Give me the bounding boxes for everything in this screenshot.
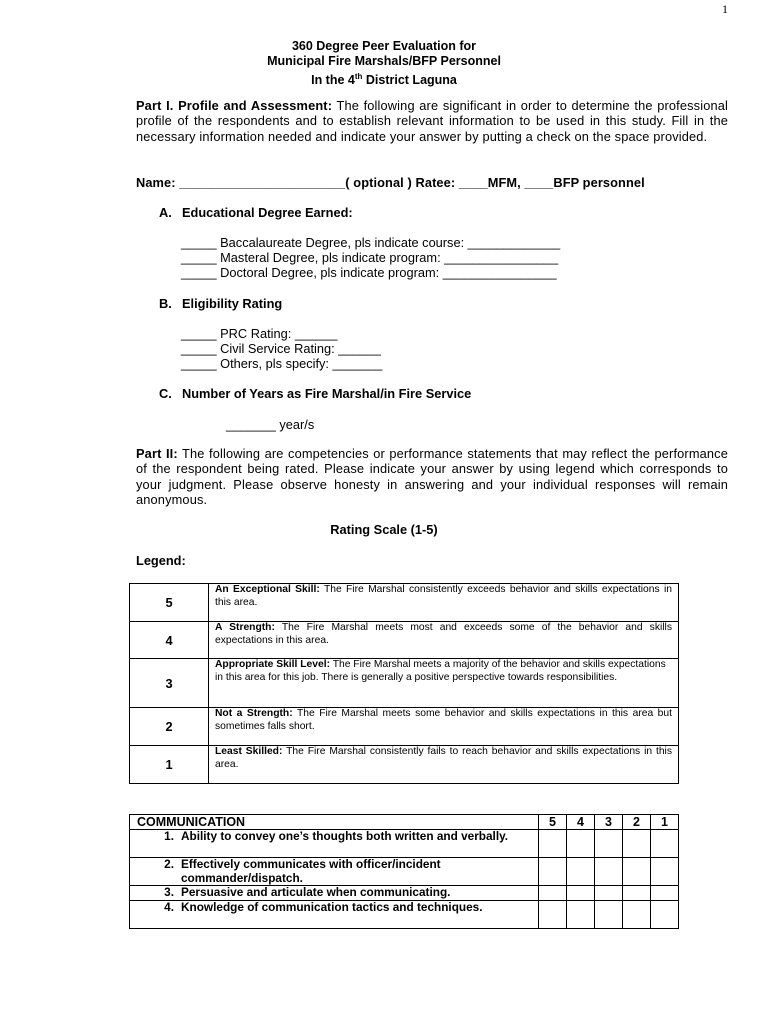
rating-scale-title: Rating Scale (1-5) (330, 522, 438, 537)
legend-desc-text: The Fire Marshal consistently exceeds behavior and skills expectations in this area. (215, 584, 672, 608)
legend-row (130, 622, 679, 659)
scale-header-2: 2 (623, 815, 651, 830)
rating-cell-1[interactable] (651, 858, 679, 886)
legend-row (130, 746, 679, 784)
section-a-heading (159, 205, 353, 220)
scale-header-4: 4 (567, 815, 595, 830)
part1-paragraph (136, 98, 728, 144)
legend-desc-text: The Fire Marshal meets most and exceeds some of the behavior and skills expectations in this area. (215, 622, 672, 646)
section-b-option: _____ Civil Service Rating: ______ (181, 341, 381, 356)
item-number: 4. (164, 900, 174, 914)
communication-item (130, 901, 539, 929)
section-b-heading (159, 296, 282, 311)
item-text: Knowledge of communication tactics and techniques. (181, 900, 483, 914)
legend-value: 1 (130, 746, 209, 784)
legend-value: 5 (130, 584, 209, 622)
legend-label: Legend: (136, 553, 186, 568)
legend-row (130, 584, 679, 622)
communication-item-row (130, 830, 679, 858)
rating-cell-3[interactable] (595, 901, 623, 929)
item-text: Effectively communicates with officer/incident commander/dispatch. (181, 857, 441, 885)
rating-cell-1[interactable] (651, 830, 679, 858)
legend-term: Least Skilled: (215, 746, 283, 757)
section-a-option: _____ Masteral Degree, pls indicate program: ________________ (181, 250, 559, 265)
years-answer: _______ year/s (226, 417, 315, 432)
legend-desc-text: The Fire Marshal meets a majority of the behavior and skills expectations in this area for this job. There is generally a positive perspective towards responsibilities. (215, 659, 666, 683)
name-line: Name: _______________________( optional ) Ratee: ____MFM, ____BFP personnel (136, 175, 645, 190)
rating-cell-3[interactable] (595, 886, 623, 901)
document-title (0, 39, 768, 88)
section-a-option: _____ Doctoral Degree, pls indicate program: ________________ (181, 265, 557, 280)
legend-description (209, 708, 679, 746)
legend-term: Not a Strength: (215, 708, 293, 719)
legend-description (209, 584, 679, 622)
section-b-title: Eligibility Rating (182, 296, 283, 311)
title-line-3-suffix: District Laguna (362, 73, 457, 88)
section-a-letter: A. (159, 205, 172, 220)
rating-cell-2[interactable] (623, 901, 651, 929)
title-line-3 (0, 69, 768, 88)
rating-cell-4[interactable] (567, 830, 595, 858)
rating-cell-3[interactable] (595, 830, 623, 858)
part1-heading: Part I. Profile and Assessment: (136, 98, 333, 113)
item-number: 3. (164, 885, 174, 899)
title-line-1: 360 Degree Peer Evaluation for (291, 39, 477, 53)
legend-term: Appropriate Skill Level: (215, 659, 331, 670)
item-text: Ability to convey one’s thoughts both written and verbally. (181, 829, 509, 843)
page-number: 1 (722, 2, 728, 16)
section-c-letter: C. (159, 386, 172, 401)
legend-value: 4 (130, 622, 209, 659)
legend-row (130, 708, 679, 746)
communication-item-row (130, 886, 679, 901)
legend-description (209, 746, 679, 784)
rating-cell-2[interactable] (623, 858, 651, 886)
legend-description (209, 659, 679, 708)
communication-item-row (130, 858, 679, 886)
scale-header-3: 3 (595, 815, 623, 830)
rating-cell-1[interactable] (651, 886, 679, 901)
part2-heading: Part II: (136, 446, 178, 461)
communication-header-row (130, 815, 679, 830)
communication-heading: COMMUNICATION (130, 815, 539, 830)
legend-value: 3 (130, 659, 209, 708)
communication-table (129, 814, 679, 929)
rating-cell-5[interactable] (539, 886, 567, 901)
scale-header-1: 1 (651, 815, 679, 830)
legend-term: An Exceptional Skill: (215, 584, 320, 595)
rating-cell-2[interactable] (623, 886, 651, 901)
title-superscript: th (354, 72, 363, 81)
legend-term: A Strength: (215, 622, 275, 633)
item-text: Persuasive and articulate when communicating. (181, 885, 451, 899)
communication-item (130, 858, 539, 886)
legend-value: 2 (130, 708, 209, 746)
part1-text: The following are significant in order to determine the professional profile of the respondents and to establish relevant information to be used in this study. Fill in the necessary information needed and indicate your answer by putting a check on the space provided. (136, 98, 728, 144)
legend-row (130, 659, 679, 708)
legend-desc-text: The Fire Marshal meets some behavior and skills expectations in this area but sometimes falls short. (215, 708, 672, 732)
item-number: 2. (164, 857, 174, 871)
title-line-2: Municipal Fire Marshals/BFP Personnel (267, 54, 501, 68)
rating-cell-4[interactable] (567, 886, 595, 901)
legend-desc-text: The Fire Marshal consistently fails to reach behavior and skills expectations in this area. (215, 746, 672, 770)
section-a-title: Educational Degree Earned: (182, 205, 353, 220)
scale-header-5: 5 (539, 815, 567, 830)
title-line-3-prefix: In the 4 (311, 73, 355, 88)
rating-cell-5[interactable] (539, 830, 567, 858)
communication-item-row (130, 901, 679, 929)
rating-cell-4[interactable] (567, 858, 595, 886)
section-c-heading (159, 386, 471, 401)
part2-paragraph (136, 446, 728, 507)
rating-cell-3[interactable] (595, 858, 623, 886)
legend-description (209, 622, 679, 659)
rating-cell-2[interactable] (623, 830, 651, 858)
rating-cell-5[interactable] (539, 901, 567, 929)
item-number: 1. (164, 829, 174, 843)
section-b-option: _____ Others, pls specify: _______ (181, 356, 383, 371)
communication-item (130, 886, 539, 901)
section-b-option: _____ PRC Rating: ______ (181, 326, 338, 341)
section-b-letter: B. (159, 296, 172, 311)
rating-cell-4[interactable] (567, 901, 595, 929)
rating-cell-5[interactable] (539, 858, 567, 886)
section-c-title: Number of Years as Fire Marshal/in Fire Service (182, 386, 472, 401)
section-a-option: _____ Baccalaureate Degree, pls indicate course: _____________ (181, 235, 561, 250)
communication-item (130, 830, 539, 858)
rating-cell-1[interactable] (651, 901, 679, 929)
part2-text: The following are competencies or performance statements that may reflect the performance of the respondent being rated. Please indicate your answer by using legend which corresponds to your judgment. Please observe honesty in answering and your individual responses will remain anonymous. (136, 446, 728, 507)
legend-table (129, 583, 679, 784)
